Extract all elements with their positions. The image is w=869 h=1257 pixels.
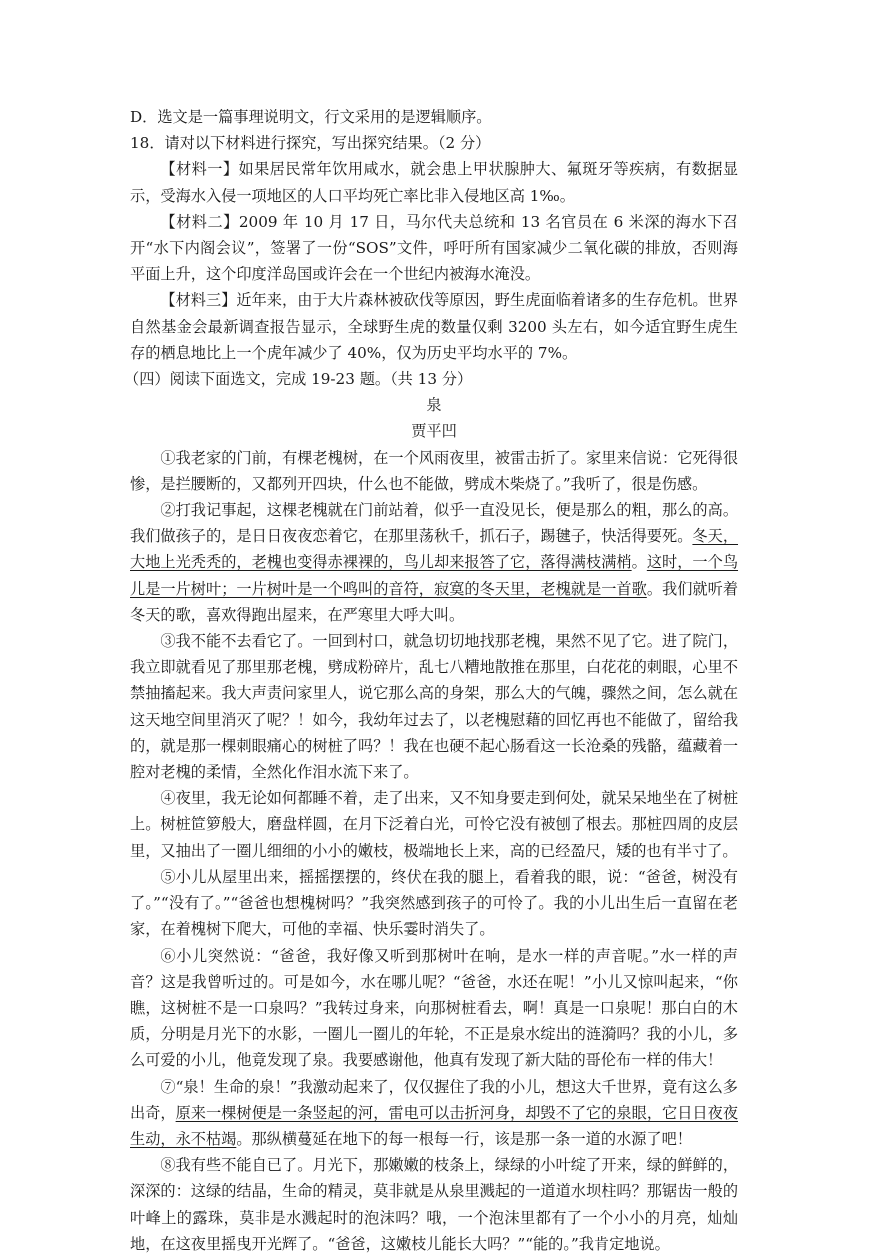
document-body bbox=[124, 104, 739, 1257]
article-title: 泉 bbox=[426, 396, 442, 415]
paragraph-2-underlined-2: 这时，一个鸟儿是一片树叶；一片树叶是一个鸣叫的音符，寂寞的冬天里，老槐就是一首歌 bbox=[130, 553, 739, 598]
paragraph-3: ③我不能不去看它了。一回到村口，就急切切地找那老槐，果然不见了它。进了院门，我立即就看见了那里那老槐，劈成粉碎片，乱七八糟地散推在那里，白花花的刺眼，心里不禁抽搐起来。我大声责问家里人，说它那么高的身架，那么大的气魄，骤然之间，怎么就在这天地空间里消灭了呢？！如今，我幼年过去了，以老槐慰藉的回忆再也不能做了，留给我的，就是那一棵刺眼痛心的树桩了吗？！我在也硬不起心肠看这一长沧桑的残骼，蕴藏着一腔对老槐的柔情，全然化作泪水流下来了。 bbox=[130, 632, 738, 782]
paragraph-7 bbox=[130, 1074, 738, 1153]
paragraph-7-text-b: 。那纵横蔓延在地下的每一根每一行，该是那一条一道的水源了吧！ bbox=[236, 1129, 692, 1148]
paragraph-7-text-a: ⑦“泉！生命的泉！”我激动起来了，仅仅握住了我的小儿，想这大千世界，竟有这么多出奇， bbox=[130, 1077, 738, 1122]
paragraph-2-underlined-1: 冬天，大地上光秃秃的，老槐也变得赤裸裸的，鸟儿却来报答了它，落得满枝满梢 bbox=[130, 527, 739, 572]
option-d: D．选文是一篇事理说明文，行文采用的是逻辑顺序。 bbox=[130, 108, 492, 126]
material-1: 【材料一】如果居民常年饮用咸水，就会患上甲状腺肿大、氟斑牙等疾病，有数据显示，受海水入侵一项地区的人口平均死亡率比非入侵地区高 1‰。 bbox=[130, 160, 738, 205]
paragraph-1: ①我老家的门前，有棵老槐树，在一个风雨夜里，被雷击折了。家里来信说：它死得很惨，是拦腰断的，又都列开四块，什么也不能做，劈成木柴烧了。”我听了，很是伤感。 bbox=[130, 448, 738, 493]
paragraph-2 bbox=[130, 497, 738, 628]
material-2: 【材料二】2009 年 10 月 17 日，马尔代夫总统和 13 名官员在 6 米深的海水下召开“水下内阁会议”，签署了一份“SOS”文件，呼吁所有国家减少二氧化碳的排放，否则海平面上升，这个印度洋岛国或许会在一个世纪内被海水淹没。 bbox=[130, 212, 738, 284]
paragraph-2-text-b: 。 bbox=[631, 553, 647, 572]
article-author: 贾平凹 bbox=[411, 422, 457, 441]
paragraph-6: ⑥小儿突然说：“爸爸，我好像又听到那树叶在响，是水一样的声音呢。”水一样的声音？这是我曾听过的。可是如今，水在哪儿呢？“爸爸，水还在呢！”小儿又惊叫起来，“你瞧，这树桩不是一口泉吗？”我转过身来，向那树桩看去，啊！真是一口泉呢！那白白的木质，分明是月光下的水影，一圈儿一圈儿的年轮，不正是泉水绽出的涟漪吗？我的小儿，多么可爱的小儿，他竟发现了泉。我要感谢他，他真有发现了新大陆的哥伦布一样的伟大！ bbox=[130, 946, 738, 1070]
paragraph-2-text-a: ②打我记事起，这棵老槐就在门前站着，似乎一直没见长，便是那么的粗，那么的高。我们做孩子的，是日日夜夜恋着它，在那里荡秋千，抓石子，踢毽子，快活得要死。 bbox=[130, 501, 738, 546]
paragraph-7-underlined: 原来一棵树便是一条竖起的河，雷电可以击折河身，却毁不了它的泉眼，它日日夜夜生动，永不枯竭 bbox=[130, 1103, 739, 1148]
paragraph-5: ⑤小儿从屋里出来，摇摇摆摆的，终伏在我的腿上，看着我的眼，说：“爸爸，树没有了。”“没有了。”“爸爸也想槐树吗？”我突然感到孩子的可怜了。我的小儿出生后一直留在老家，在着槐树下爬大，可他的幸福、快乐霎时消失了。 bbox=[130, 867, 738, 939]
section-4-heading: （四）阅读下面选文，完成 19-23 题。（共 13 分） bbox=[124, 370, 473, 389]
material-3: 【材料三】近年来，由于大片森林被砍伐等原因，野生虎面临着诸多的生存危机。世界自然基金会最新调查报告显示，全球野生虎的数量仅剩 3200 头左右，如今适宜野生虎生存的栖息地比上一个虎年减少了 40%，仅为历史平均水平的 7%。 bbox=[130, 291, 738, 362]
paragraph-2-text-c: 。我们就听着冬天的歌，喜欢得跑出屋来，在严寒里大呼大叫。 bbox=[130, 579, 739, 624]
question-18: 18．请对以下材料进行探究，写出探究结果。（2 分） bbox=[130, 134, 491, 153]
paragraph-8: ⑧我有些不能自已了。月光下，那嫩嫩的枝条上，绿绿的小叶绽了开来，绿的鲜鲜的，深深的：这绿的结晶，生命的精灵，莫非就是从泉里溅起的一道道水坝柱吗？那锯齿一般的叶峰上的露珠，莫非是水溅起时的泡沫吗？哦，一个泡沫里都有了一个小小的月亮，灿灿地，在这夜里摇曳开光辉了。“爸爸，这嫩枝儿能长大吗？”“能的。”我肯定地说。 bbox=[130, 1156, 738, 1253]
paragraph-4: ④夜里，我无论如何都睡不着，走了出来，又不知身要走到何处，就呆呆地坐在了树桩上。树桩笸箩般大，磨盘样圆，在月下泛着白光，可怜它没有被刨了根去。那桩四周的皮层里，又抽出了一圈儿细细的小小的嫩枝，极端地长上来，高的已经盈尺，矮的也有半寸了。 bbox=[130, 789, 738, 860]
